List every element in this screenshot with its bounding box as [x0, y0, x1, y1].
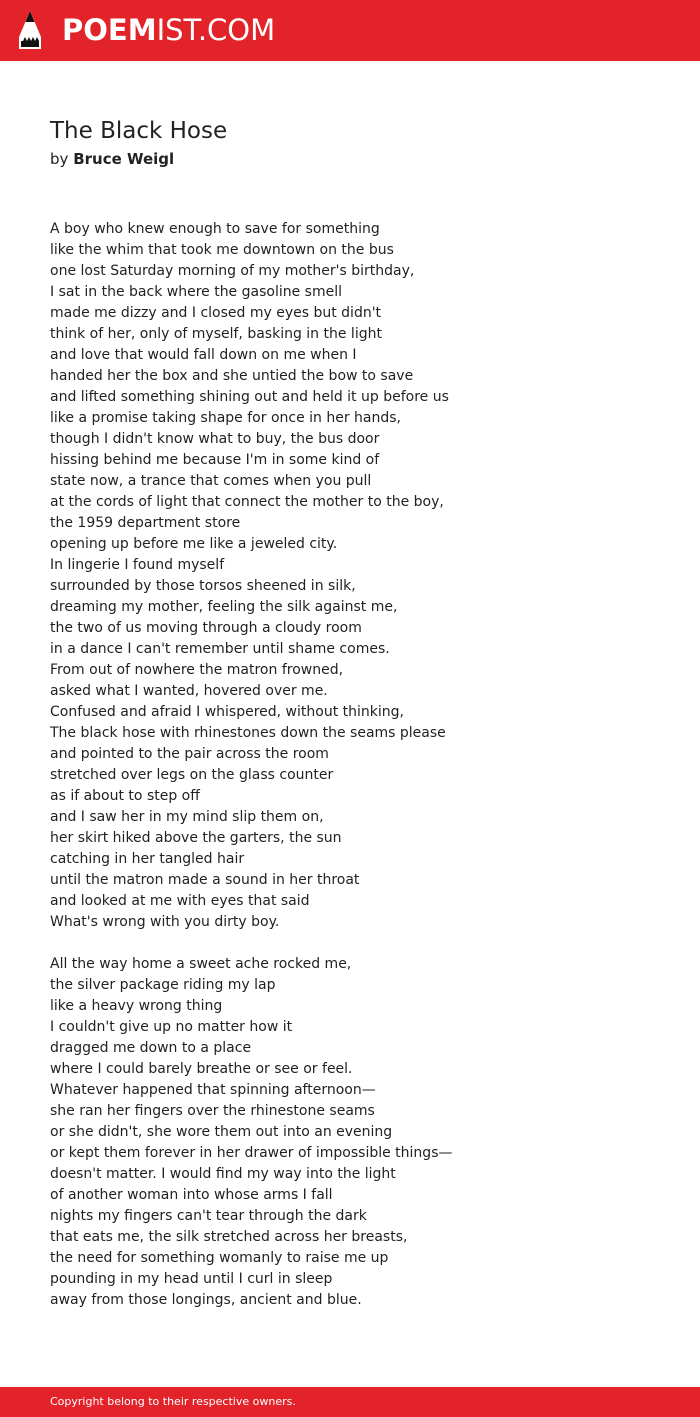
pencil-tip-icon[interactable] [17, 10, 43, 51]
poem-line: and lifted something shining out and held it up before us [50, 389, 449, 405]
poem-line: as if about to step off [50, 788, 200, 804]
poem-line: hissing behind me because I'm in some kind of [50, 452, 380, 468]
site-header [0, 0, 700, 61]
poem-line: she ran her fingers over the rhinestone seams [50, 1103, 375, 1119]
poem-line: one lost Saturday morning of my mother's birthday, [50, 263, 415, 279]
poem-line: I couldn't give up no matter how it [50, 1019, 293, 1035]
poem-line: made me dizzy and I closed my eyes but didn't [50, 305, 382, 321]
site-footer [0, 1387, 700, 1417]
poem-line: think of her, only of myself, basking in the light [50, 326, 382, 342]
poem-line: All the way home a sweet ache rocked me, [50, 956, 352, 972]
poem-line: A boy who knew enough to save for something [50, 221, 380, 237]
poem-line: away from those longings, ancient and blue. [50, 1292, 362, 1308]
poem-line: nights my fingers can't tear through the dark [50, 1208, 367, 1224]
poem-line: opening up before me like a jeweled city. [50, 536, 338, 552]
poem-line: of another woman into whose arms I fall [50, 1187, 333, 1203]
poem-line: her skirt hiked above the garters, the sun [50, 830, 342, 846]
poem-line: handed her the box and she untied the bow to save [50, 368, 414, 384]
poem-line: dragged me down to a place [50, 1040, 252, 1056]
poem-line: like the whim that took me downtown on the bus [50, 242, 394, 258]
poem-line: the two of us moving through a cloudy room [50, 620, 362, 636]
poem-line: the need for something womanly to raise me up [50, 1250, 389, 1266]
poem-line: and looked at me with eyes that said [50, 893, 310, 909]
poem-line: that eats me, the silk stretched across her breasts, [50, 1229, 408, 1245]
poem-line: like a promise taking shape for once in her hands, [50, 410, 401, 426]
poem-line: dreaming my mother, feeling the silk against me, [50, 599, 398, 615]
poem-line: Confused and afraid I whispered, without thinking, [50, 704, 404, 720]
poem-title: The Black Hose [50, 118, 228, 144]
poem-line: doesn't matter. I would find my way into the light [50, 1166, 396, 1182]
site-logo-text[interactable] [62, 10, 275, 50]
stanza-break [50, 933, 670, 954]
poem-line: or she didn't, she wore them out into an evening [50, 1124, 393, 1140]
poem-line: Whatever happened that spinning afternoon— [50, 1082, 376, 1098]
by-label: by [50, 150, 69, 168]
poem-line: though I didn't know what to buy, the bus door [50, 431, 380, 447]
poem-line: asked what I wanted, hovered over me. [50, 683, 328, 699]
poem-body [50, 219, 670, 1311]
poem-line: From out of nowhere the matron frowned, [50, 662, 344, 678]
poem-line: at the cords of light that connect the mother to the boy, [50, 494, 444, 510]
poem-line: like a heavy wrong thing [50, 998, 223, 1014]
poem-line: I sat in the back where the gasoline smell [50, 284, 342, 300]
brand-light: IST.COM [156, 13, 276, 47]
poem-line: and pointed to the pair across the room [50, 746, 329, 762]
poem-line: stretched over legs on the glass counter [50, 767, 334, 783]
poem-line: surrounded by those torsos sheened in silk, [50, 578, 356, 594]
poem-line: or kept them forever in her drawer of impossible things— [50, 1145, 453, 1161]
brand-bold: POEM [62, 13, 157, 47]
poem-line: state now, a trance that comes when you pull [50, 473, 372, 489]
poem-line: What's wrong with you dirty boy. [50, 914, 280, 930]
poem-line: until the matron made a sound in her throat [50, 872, 360, 888]
poem-line: The black hose with rhinestones down the seams please [50, 725, 446, 741]
poem-line: the silver package riding my lap [50, 977, 276, 993]
poem-line: and I saw her in my mind slip them on, [50, 809, 324, 825]
poem-line: pounding in my head until I curl in sleep [50, 1271, 333, 1287]
poem-line: In lingerie I found myself [50, 557, 225, 573]
copyright-text: Copyright belong to their respective owners. [50, 1395, 296, 1408]
poem-line: where I could barely breathe or see or feel. [50, 1061, 353, 1077]
poem-line: in a dance I can't remember until shame comes. [50, 641, 390, 657]
poem-line: and love that would fall down on me when I [50, 347, 357, 363]
poem-line: the 1959 department store [50, 515, 241, 531]
poem-line: catching in her tangled hair [50, 851, 245, 867]
poem-author: Bruce Weigl [73, 150, 175, 168]
poem-byline [50, 148, 174, 170]
